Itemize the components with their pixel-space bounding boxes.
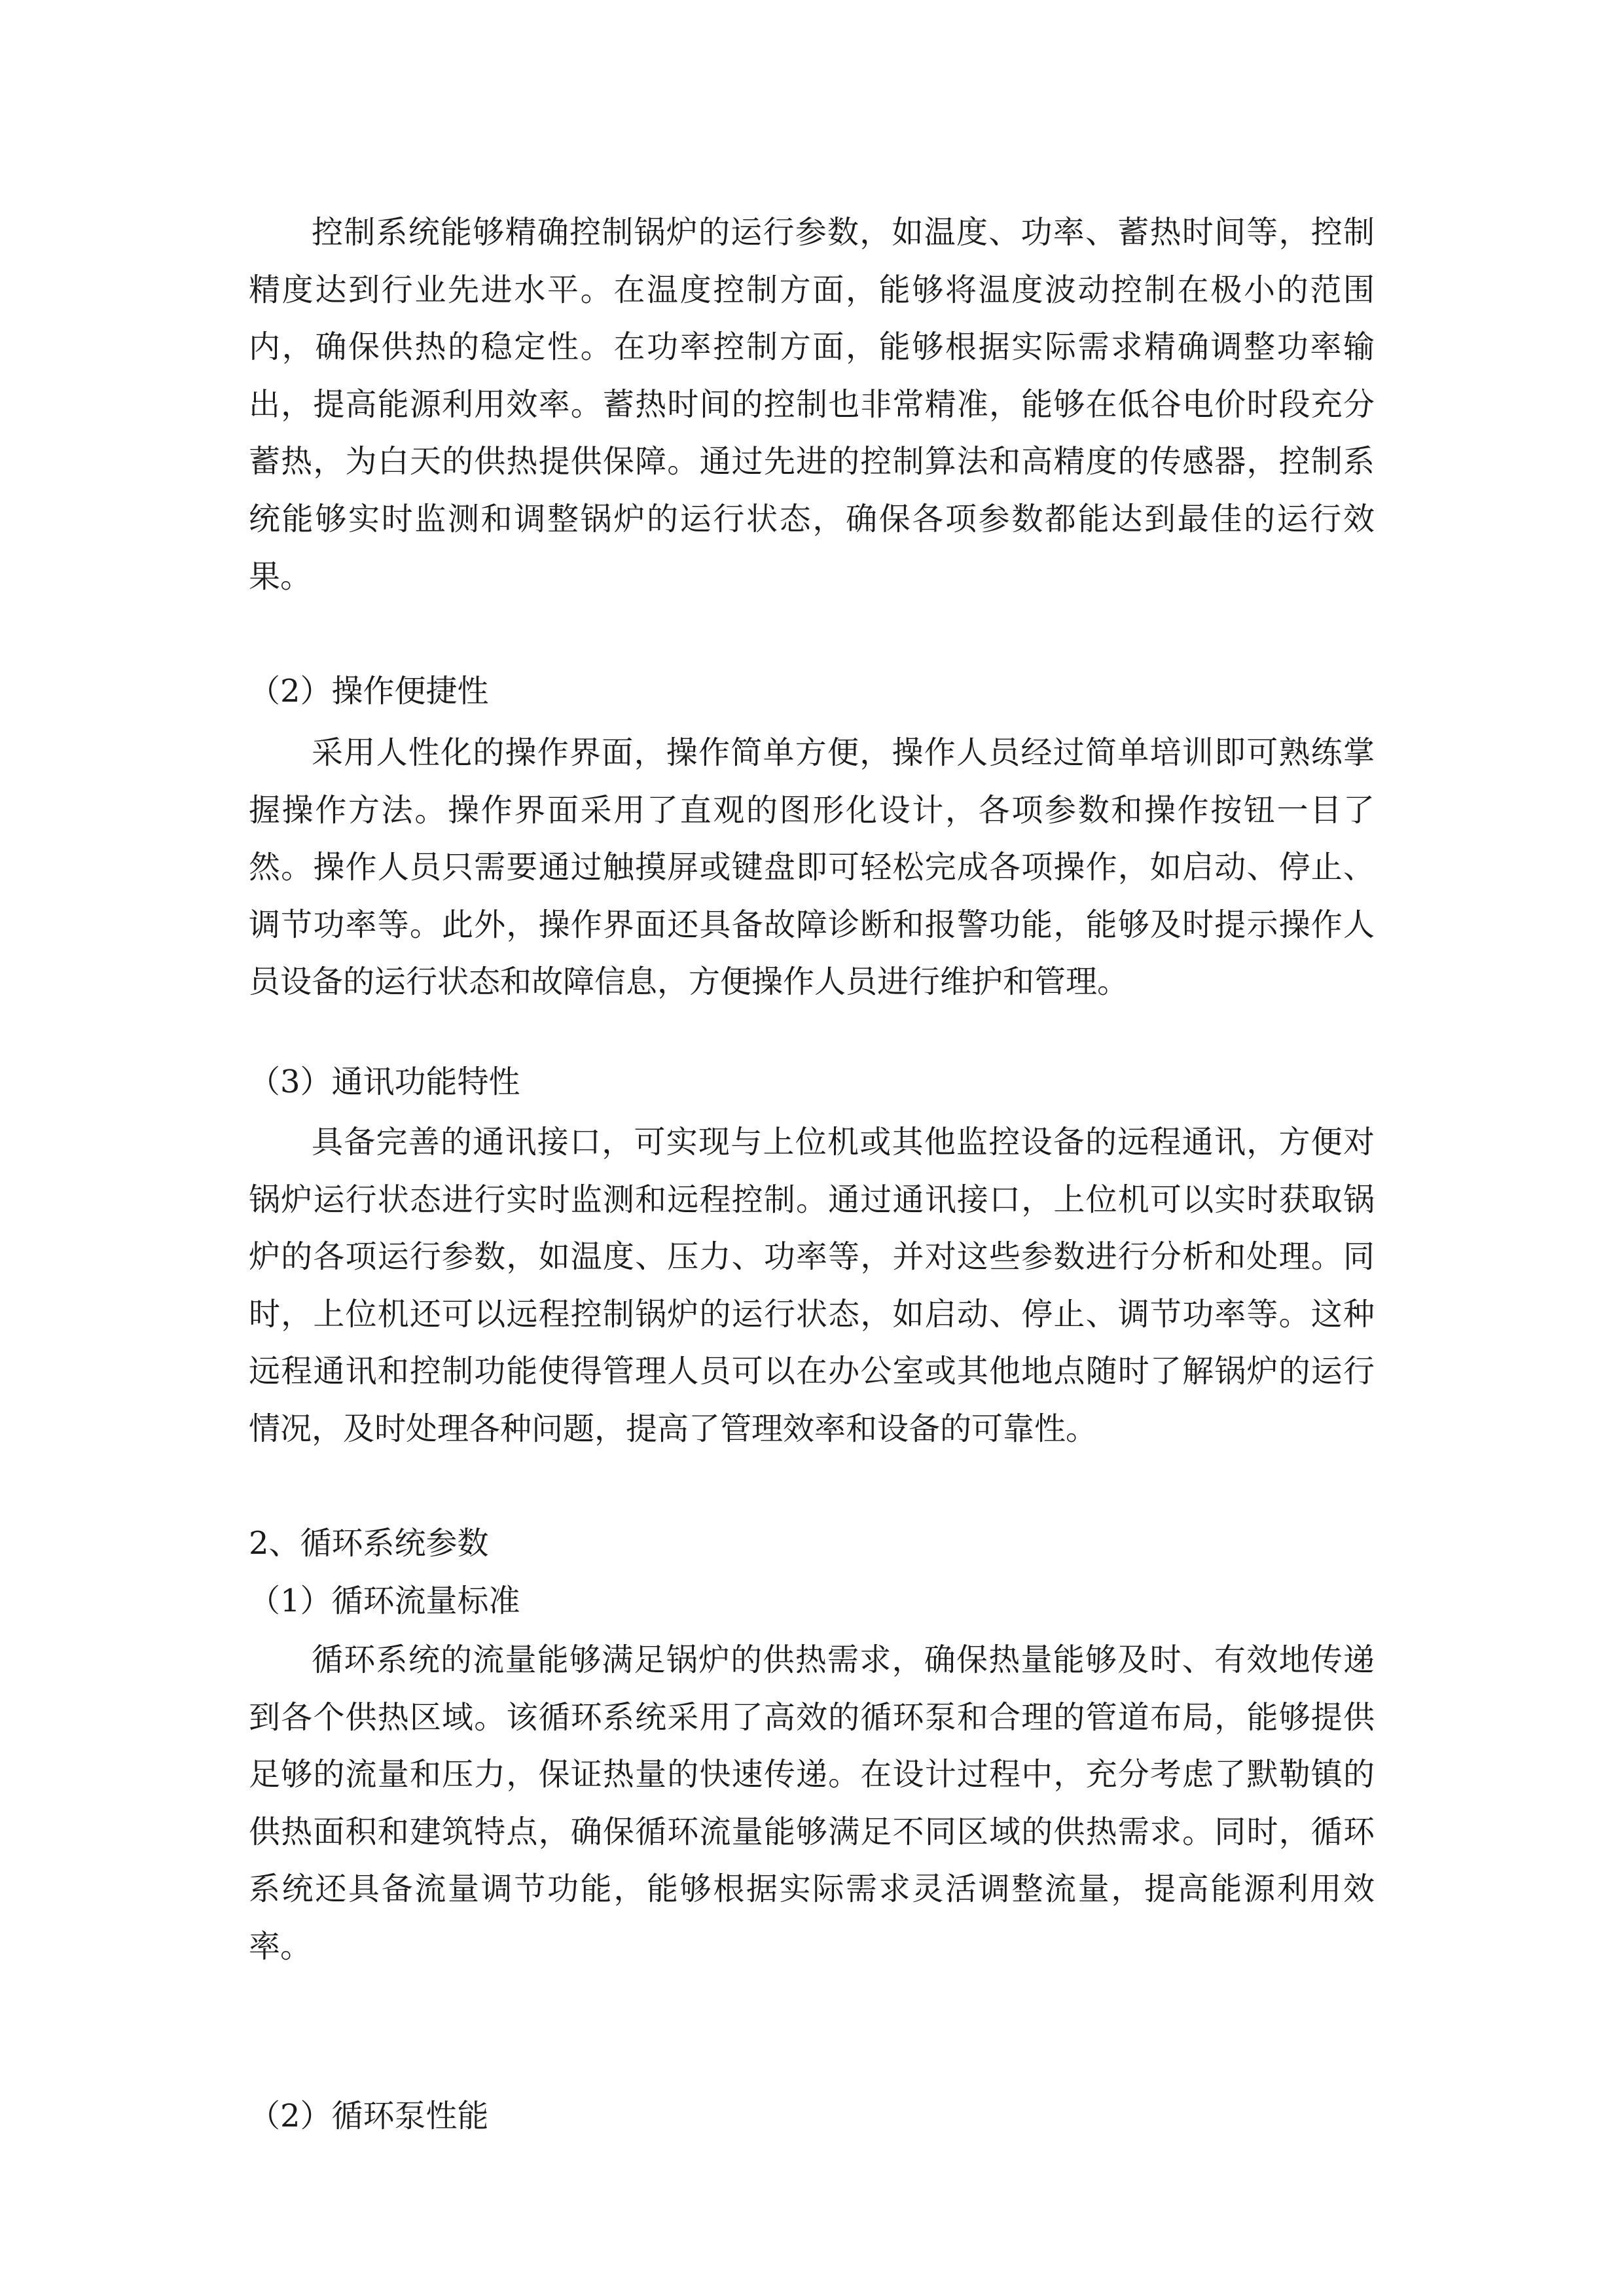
heading-pump-performance: （2）循环泵性能 — [249, 2098, 489, 2134]
heading-circulation-params: 2、循环系统参数 — [249, 1525, 489, 1562]
heading-operation-ease: （2）操作便捷性 — [249, 673, 489, 709]
heading-communication: （3）通讯功能特性 — [249, 1064, 520, 1100]
paragraph-operation-ease: 采用人性化的操作界面，操作简单方便，操作人员经过简单培训即可熟练掌握操作方法。操作界面采用了直观的图形化设计，各项参数和操作按钮一目了然。操作人员只需要通过触摸屏或键盘即可轻松完成各项操作，如启动、停止、调节功率等。此外，操作界面还具备故障诊断和报警功能，能够及时提示操作人员设备的运行状态和故障信息，方便操作人员进行维护和管理。 — [249, 734, 1375, 1001]
paragraph-control-precision: 控制系统能够精确控制锅炉的运行参数，如温度、功率、蓄热时间等，控制精度达到行业先进水平。在温度控制方面，能够将温度波动控制在极小的范围内，确保供热的稳定性。在功率控制方面，能够根据实际需求精确调整功率输出，提高能源利用效率。蓄热时间的控制也非常精准，能够在低谷电价时段充分蓄热，为白天的供热提供保障。通过先进的控制算法和高精度的传感器，控制系统能够实时监测和调整锅炉的运行状态，确保各项参数都能达到最佳的运行效果。 — [249, 214, 1375, 595]
paragraph-circulation-flow: 循环系统的流量能够满足锅炉的供热需求，确保热量能够及时、有效地传递到各个供热区域。该循环系统采用了高效的循环泵和合理的管道布局，能够提供足够的流量和压力，保证热量的快速传递。在设计过程中，充分考虑了默勒镇的供热面积和建筑特点，确保循环流量能够满足不同区域的供热需求。同时，循环系统还具备流量调节功能，能够根据实际需求灵活调整流量，提高能源利用效率。 — [249, 1641, 1375, 1965]
heading-circulation-flow: （1）循环流量标准 — [249, 1583, 520, 1619]
paragraph-communication: 具备完善的通讯接口，可实现与上位机或其他监控设备的远程通讯，方便对锅炉运行状态进行实时监测和远程控制。通过通讯接口，上位机可以实时获取锅炉的各项运行参数，如温度、压力、功率等，并对这些参数进行分析和处理。同时，上位机还可以远程控制锅炉的运行状态，如启动、停止、调节功率等。这种远程通讯和控制功能使得管理人员可以在办公室或其他地点随时了解锅炉的运行情况，及时处理各种问题，提高了管理效率和设备的可靠性。 — [249, 1124, 1375, 1447]
